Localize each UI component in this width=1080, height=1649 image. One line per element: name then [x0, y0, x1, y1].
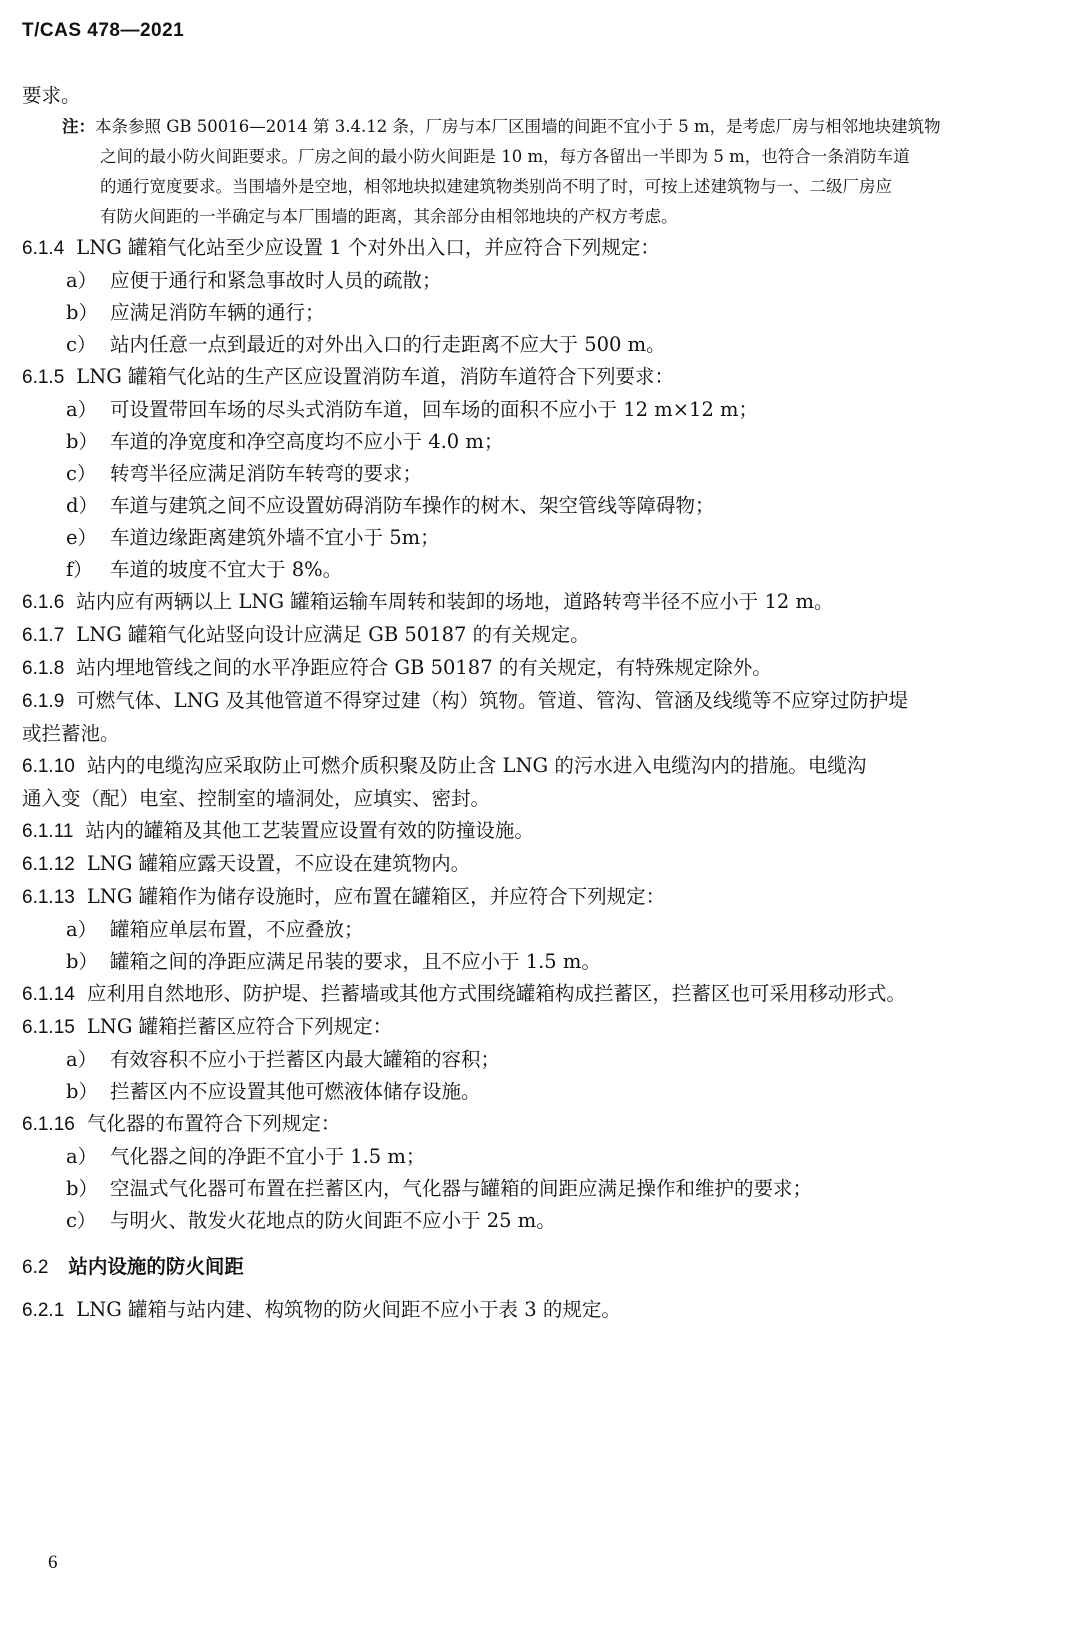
clause-6-1-10: [22, 750, 1058, 783]
list-item: a） 有效容积不应小于拦蓄区内最大罐箱的容积；: [66, 1048, 501, 1071]
clause-text: 站内的电缆沟应采取防止可燃介质积聚及防止含 LNG 的污水进入电缆沟内的措施。电缆沟: [86, 754, 867, 777]
clause-6-1-14: [22, 978, 1058, 1011]
page-number: 6: [48, 1552, 58, 1573]
note-line: 注：本条参照 GB 50016—2014 第 3.4.12 条，厂房与本厂区围墙的间距不宜小于 5 m，是考虑厂房与相邻地块建筑物: [62, 117, 941, 136]
clause-6-1-7: [22, 619, 1058, 652]
clause-6-1-5: [22, 361, 1058, 394]
list-item: a） 应便于通行和紧急事故时人员的疏散；: [66, 269, 442, 292]
list-item: a） 罐箱应单层布置，不应叠放；: [66, 918, 364, 941]
clause-text: LNG 罐箱应露天设置，不应设在建筑物内。: [86, 852, 471, 875]
list-item: b） 车道的净宽度和净空高度均不应小于 4.0 m；: [66, 430, 504, 453]
clause-number: 6.1.5: [22, 367, 65, 388]
section-title: 站内设施的防火间距: [68, 1256, 244, 1278]
section-heading: [22, 1251, 1058, 1284]
document-id-header: T/CAS 478—2021: [22, 20, 185, 41]
clause-6-1-15: [22, 1011, 1058, 1044]
clause-number: 6.1.6: [22, 592, 65, 613]
clause-text: LNG 罐箱作为储存设施时，应布置在罐箱区，并应符合下列规定：: [86, 885, 666, 908]
list-item: c） 转弯半径应满足消防车转弯的要求；: [66, 462, 423, 485]
list-item: b） 空温式气化器可布置在拦蓄区内，气化器与罐箱的间距应满足操作和维护的要求；: [66, 1177, 813, 1200]
clause-number: 6.1.11: [22, 821, 74, 842]
list-item: c） 站内任意一点到最近的对外出入口的行走距离不应大于 500 m。: [66, 333, 666, 356]
clause-number: 6.1.8: [22, 658, 65, 679]
clause-continuation: 通入变（配）电室、控制室的墙洞处，应填实、密封。: [22, 787, 491, 810]
clause-text: 站内的罐箱及其他工艺装置应设置有效的防撞设施。: [85, 819, 534, 842]
clause-number: 6.1.10: [22, 756, 75, 777]
clause-text: LNG 罐箱气化站的生产区应设置消防车道，消防车道符合下列要求：: [76, 365, 675, 388]
clause-text: 气化器的布置符合下列规定：: [86, 1112, 341, 1135]
clause-number: 6.1.16: [22, 1114, 75, 1135]
intro-text: 要求。: [22, 84, 81, 107]
note-block: [22, 112, 1058, 232]
clause-6-2-1: [22, 1294, 1058, 1327]
note-line: 有防火间距的一半确定与本厂围墙的距离，其余部分由相邻地块的产权方考虑。: [100, 207, 678, 226]
section-number: 6.2: [22, 1257, 49, 1278]
note-label: 注：: [62, 118, 95, 136]
note-line: 的通行宽度要求。当围墙外是空地，相邻地块拟建建筑物类别尚不明了时，可按上述建筑物与一、二级厂房应: [100, 177, 892, 196]
list-item: f） 车道的坡度不宜大于 8%。: [66, 558, 343, 581]
clause-text: LNG 罐箱气化站至少应设置 1 个对外出入口，并应符合下列规定：: [76, 236, 660, 259]
clause-6-1-16: [22, 1108, 1058, 1141]
clause-continuation: 或拦蓄池。: [22, 722, 120, 745]
clause-6-1-11: [22, 815, 1058, 848]
clause-number: 6.2.1: [22, 1300, 65, 1321]
clause-text: LNG 罐箱气化站竖向设计应满足 GB 50187 的有关规定。: [76, 623, 590, 646]
clause-6-1-13: [22, 881, 1058, 914]
list-item: d） 车道与建筑之间不应设置妨碍消防车操作的树木、架空管线等障碍物；: [66, 494, 715, 517]
clause-text: LNG 罐箱与站内建、构筑物的防火间距不应小于表 3 的规定。: [76, 1298, 621, 1321]
list-item: a） 气化器之间的净距不宜小于 1.5 m；: [66, 1145, 426, 1168]
clause-text: 站内埋地管线之间的水平净距应符合 GB 50187 的有关规定，有特殊规定除外。: [76, 656, 772, 679]
list-item: b） 应满足消防车辆的通行；: [66, 301, 325, 324]
clause-number: 6.1.4: [22, 238, 65, 259]
clause-text: 应利用自然地形、防护堤、拦蓄墙或其他方式围绕罐箱构成拦蓄区，拦蓄区也可采用移动形式。: [86, 982, 906, 1005]
list-item: e） 车道边缘距离建筑外墙不宜小于 5m；: [66, 526, 440, 549]
clause-6-1-8: [22, 652, 1058, 685]
clause-6-1-4: [22, 232, 1058, 265]
clause-text: LNG 罐箱拦蓄区应符合下列规定：: [86, 1015, 393, 1038]
clause-number: 6.1.14: [22, 984, 75, 1005]
clause-text: 可燃气体、LNG 及其他管道不得穿过建（构）筑物。管道、管沟、管涵及线缆等不应穿过防护堤: [76, 689, 909, 712]
list-item: b） 拦蓄区内不应设置其他可燃液体储存设施。: [66, 1080, 481, 1103]
clause-6-1-6: [22, 586, 1058, 619]
clause-number: 6.1.15: [22, 1017, 75, 1038]
note-line: 之间的最小防火间距要求。厂房之间的最小防火间距是 10 m，每方各留出一半即为 5 m，也符合一条消防车道: [100, 147, 910, 166]
list-item: a） 可设置带回车场的尽头式消防车道，回车场的面积不应小于 12 m×12 m；: [66, 398, 759, 421]
clause-6-1-12: [22, 848, 1058, 881]
clause-number: 6.1.9: [22, 691, 65, 712]
clause-number: 6.1.12: [22, 854, 75, 875]
clause-6-1-9: [22, 685, 1058, 718]
document-body: [22, 80, 1058, 1327]
clause-text: 站内应有两辆以上 LNG 罐箱运输车周转和装卸的场地，道路转弯半径不应小于 12 m。: [76, 590, 834, 613]
list-item: c） 与明火、散发火花地点的防火间距不应小于 25 m。: [66, 1209, 556, 1232]
clause-number: 6.1.7: [22, 625, 65, 646]
clause-number: 6.1.13: [22, 887, 75, 908]
list-item: b） 罐箱之间的净距应满足吊装的要求，且不应小于 1.5 m。: [66, 950, 601, 973]
